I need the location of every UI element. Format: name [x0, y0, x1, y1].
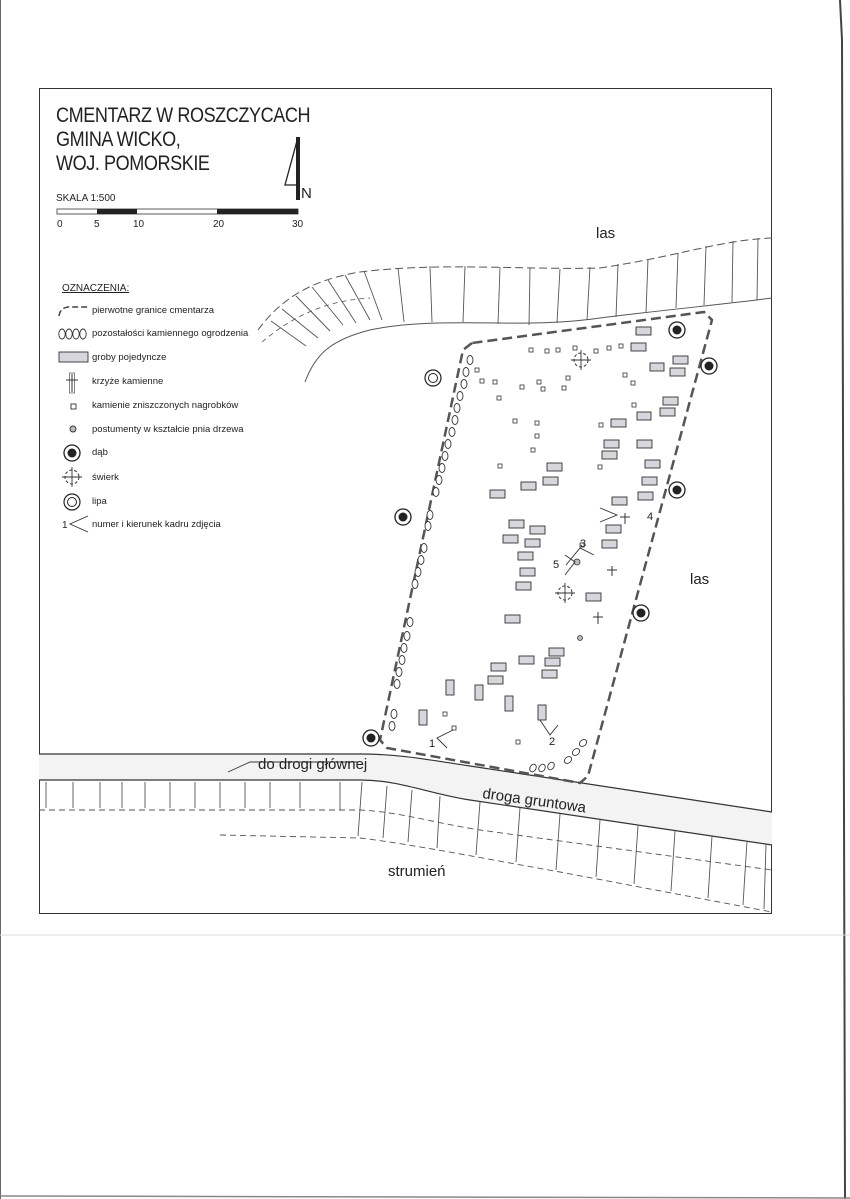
photo-frame-5: 5	[553, 559, 560, 571]
title-line-3: WOJ. POMORSKIE	[56, 152, 210, 175]
tree-trunk-pedestals	[574, 559, 583, 641]
legend-label-oak: dąb	[92, 447, 108, 458]
legend-label-graves: groby pojedyncze	[92, 352, 167, 363]
label-forest-right: las	[690, 571, 710, 588]
label-stream: strumień	[388, 863, 446, 880]
title-line-1: CMENTARZ W ROSZCZYCACH	[56, 104, 311, 127]
dashed-boundary-icon	[59, 307, 88, 316]
stone-wall-icon	[59, 329, 86, 339]
single-grave-icon	[59, 352, 88, 362]
linden-icon	[64, 494, 80, 510]
scale-tick-30: 30	[292, 219, 304, 230]
legend-label-crosses: krzyże kamienne	[92, 376, 164, 387]
title-line-2: GMINA WICKO,	[56, 128, 181, 151]
stone-cross-icon	[66, 373, 78, 393]
label-forest-top: las	[596, 225, 616, 242]
scale-tick-20: 20	[213, 219, 225, 230]
svg-text:1: 1	[62, 520, 68, 531]
legend-icons	[59, 307, 88, 532]
forest-edge-top	[258, 238, 772, 382]
photo-frame-3: 3	[580, 538, 587, 550]
photo-frame-4: 4	[647, 511, 654, 523]
dirt-road	[39, 754, 772, 845]
scale-bar	[57, 209, 298, 214]
legend-label-pedestals: postumenty w kształcie pnia drzewa	[92, 424, 244, 435]
scale-tick-10: 10	[133, 219, 145, 230]
scale-tick-5: 5	[94, 219, 100, 230]
destroyed-gravestone-icon	[71, 404, 76, 409]
tree-trunk-pedestal-icon	[70, 426, 76, 432]
legend-label-spruce: świerk	[92, 472, 119, 483]
north-arrow-icon	[285, 137, 312, 202]
label-road-to-main: do drogi głównej	[258, 756, 368, 773]
scale-tick-0: 0	[57, 219, 63, 230]
legend-label-boundary: pierwotne granice cmentarza	[92, 305, 214, 316]
legend-label-stones: kamienie zniszczonych nagrobków	[92, 400, 239, 411]
north-arrow-label: N	[301, 185, 312, 202]
photo-frame-1: 1	[429, 738, 436, 750]
linden-trees	[425, 370, 441, 386]
photo-frame-2: 2	[549, 736, 556, 748]
spruce-icon	[62, 467, 82, 487]
oak-icon	[64, 445, 80, 461]
legend-label-photo: numer i kierunek kadru zdjęcia	[92, 519, 221, 530]
legend-label-linden: lipa	[92, 496, 107, 507]
label-dirt-road: droga gruntowa	[481, 785, 588, 817]
legend-title: OZNACZENIA:	[62, 283, 130, 294]
scale-label: SKALA 1:500	[56, 193, 116, 204]
legend-label-wall: pozostałości kamiennego ogrodzenia	[92, 328, 249, 339]
single-graves	[419, 327, 688, 725]
photo-frame-direction-icon	[62, 516, 88, 532]
